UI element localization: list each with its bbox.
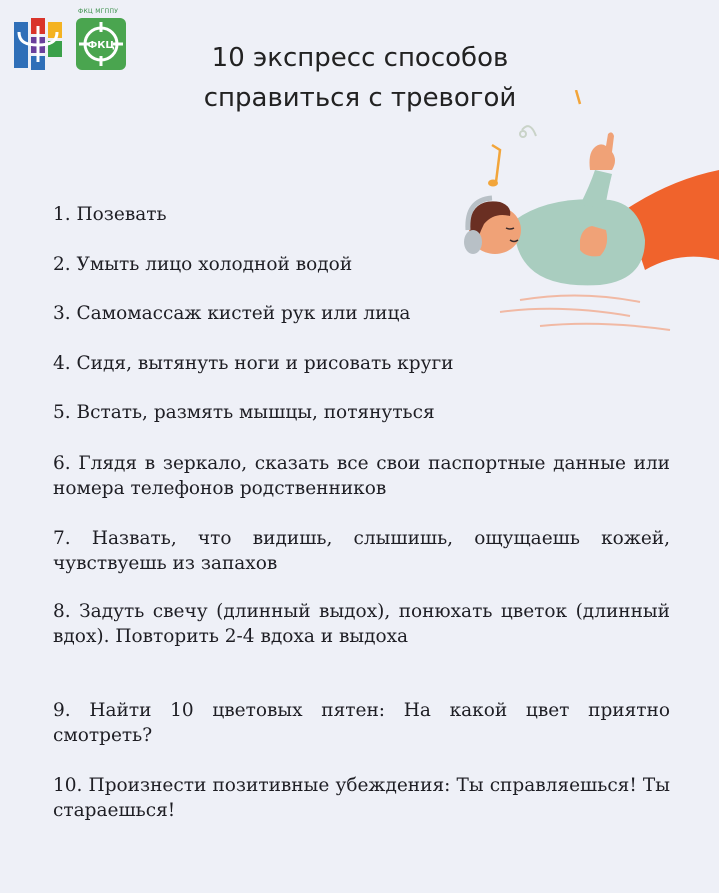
- logo-text: ФКЦ: [87, 40, 115, 51]
- list-item: 7. Назвать, что видишь, слышишь, ощущаешь кожей, чувствуешь из запахов: [53, 528, 670, 574]
- center-logo-icon: [76, 18, 126, 70]
- list-item: 10. Произнести позитивные убеждения: Ты справляешься! Ты стараешься!: [53, 775, 670, 821]
- list-item: 6. Глядя в зеркало, сказать все свои паспортные данные или номера телефонов родственников: [53, 453, 670, 499]
- title-line-2: справиться с тревогой: [203, 83, 517, 113]
- list-item: 5. Встать, размять мышцы, потянуться: [53, 402, 435, 423]
- logo-caption: ФКЦ МГППУ: [78, 8, 119, 15]
- relaxing-person-illustration-icon: [440, 90, 719, 340]
- title-line-1: 10 экспресс способов: [211, 43, 509, 73]
- list-item: 1. Позевать: [53, 204, 167, 225]
- list-item: 3. Самомассаж кистей рук или лица: [53, 303, 411, 324]
- list-item: 9. Найти 10 цветовых пятен: На какой цвет приятно смотреть?: [53, 700, 670, 746]
- list-item: 8. Задуть свечу (длинный выдох), понюхать цветок (длинный вдох). Повторить 2-4 вдоха и выдоха: [53, 601, 670, 647]
- list-item: 2. Умыть лицо холодной водой: [53, 254, 353, 275]
- list-item: 4. Сидя, вытянуть ноги и рисовать круги: [53, 353, 454, 374]
- university-logo-icon: [14, 18, 62, 72]
